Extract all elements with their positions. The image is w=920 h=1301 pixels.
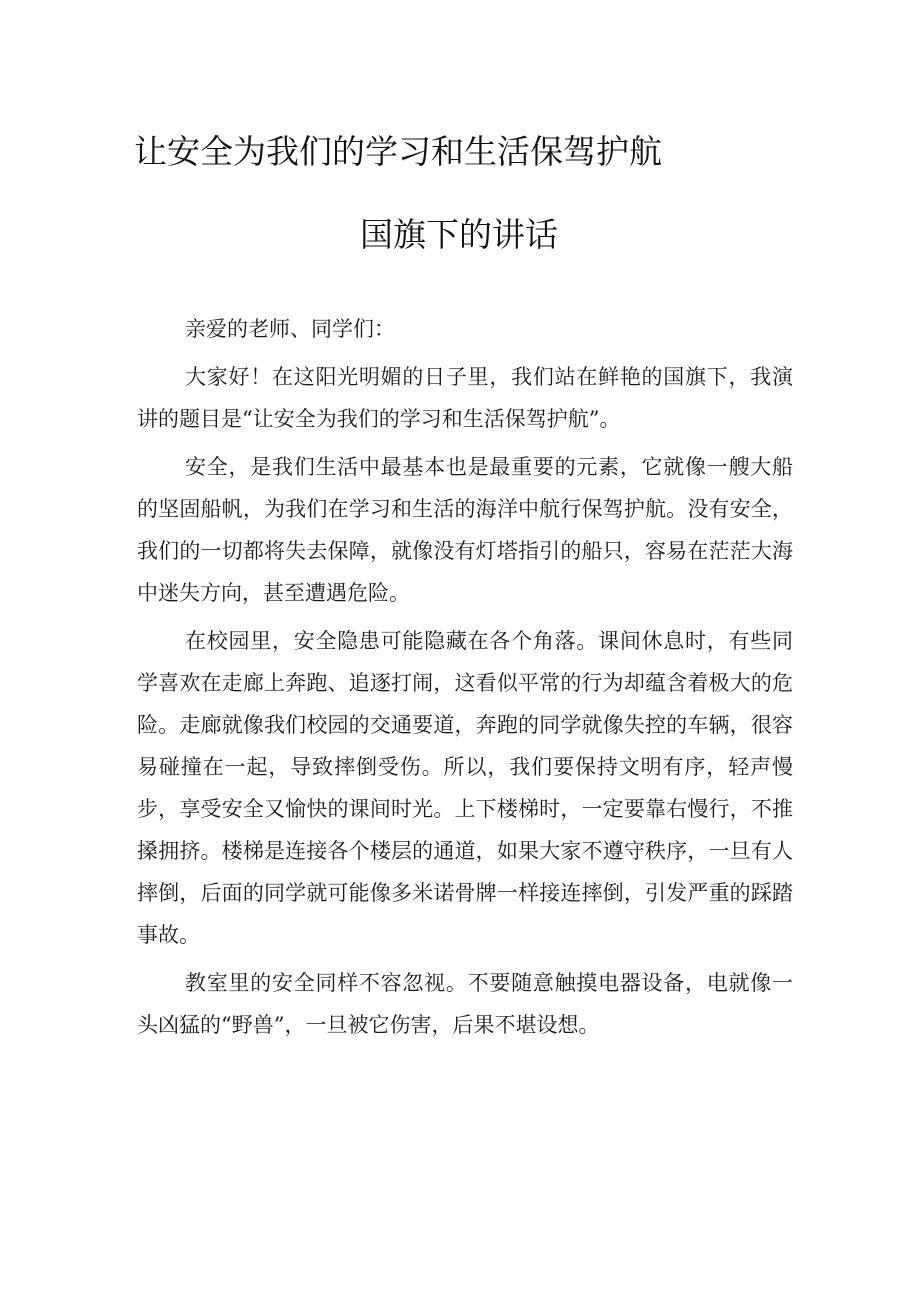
- document-title: 让安全为我们的学习和生活保驾护航: [134, 132, 662, 171]
- paragraph-safety-importance: 安全，是我们生活中最基本也是最重要的元素，它就像一艘大船的坚固船帆，为我们在学习和生活的海洋中航行保驾护航。没有安全，我们的一切都将失去保障，就像没有灯塔指引的船只，容易在茫茫大海中迷失方向，甚至遭遇危险。: [137, 455, 793, 605]
- paragraph-classroom-safety: 教室里的安全同样不容忽视。不要随意触摸电器设备，电就像一头凶猛的“野兽”，一旦被它伤害，后果不堪设想。: [137, 971, 793, 1037]
- paragraph-greeting: 亲爱的老师、同学们：: [185, 317, 395, 341]
- document-body: [137, 308, 793, 1052]
- paragraph-intro: 大家好！在这阳光明媚的日子里，我们站在鲜艳的国旗下，我演讲的题目是“让安全为我们的学习和生活保驾护航”。: [137, 365, 793, 431]
- paragraph-campus-hazards: 在校园里，安全隐患可能隐藏在各个角落。课间休息时，有些同学喜欢在走廊上奔跑、追逐打闹，这看似平常的行为却蕴含着极大的危险。走廊就像我们校园的交通要道，奔跑的同学就像失控的车辆，很容易碰撞在一起，导致摔倒受伤。所以，我们要保持文明有序，轻声慢步，享受安全又愉快的课间时光。上下楼梯时，一定要靠右慢行，不推搡拥挤。楼梯是连接各个楼层的通道，如果大家不遵守秩序，一旦有人摔倒，后面的同学就可能像多米诺骨牌一样接连摔倒，引发严重的踩踏事故。: [137, 629, 793, 947]
- document-subtitle: 国旗下的讲话: [360, 215, 558, 254]
